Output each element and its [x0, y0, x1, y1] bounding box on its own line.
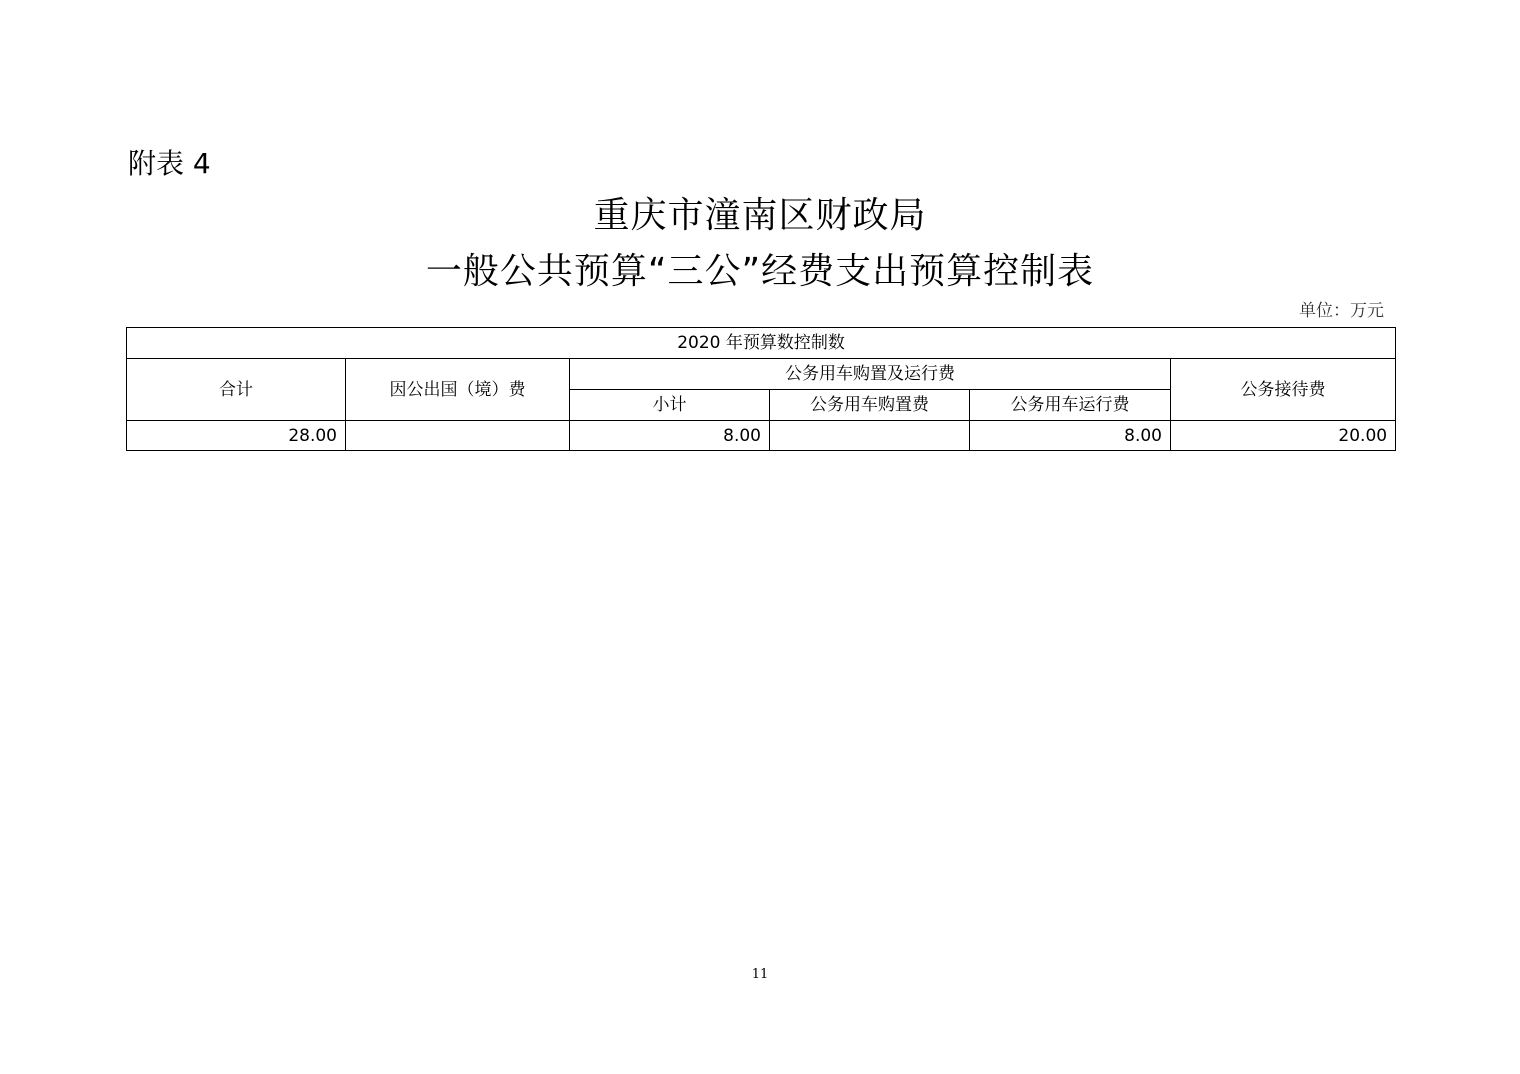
- header-total: 合计: [127, 359, 346, 421]
- header-vehicle-subtotal: 小计: [570, 390, 770, 421]
- budget-table: [126, 327, 1396, 451]
- cell-reception: 20.00: [1171, 421, 1396, 451]
- cell-total: 28.00: [127, 421, 346, 451]
- document-title-organization: 重庆市潼南区财政局: [593, 195, 927, 236]
- document-title-table: 一般公共预算“三公”经费支出预算控制表: [425, 251, 1095, 292]
- header-vehicle-group: 公务用车购置及运行费: [570, 359, 1171, 390]
- table-row: [127, 421, 1396, 451]
- cell-overseas: [346, 421, 570, 451]
- appendix-label: 附表 4: [128, 147, 211, 180]
- cell-vehicle-subtotal: 8.00: [570, 421, 770, 451]
- page-number: 11: [751, 967, 769, 982]
- cell-vehicle-purchase: [770, 421, 970, 451]
- unit-label: 单位：万元: [1299, 301, 1384, 321]
- header-overseas: 因公出国（境）费: [346, 359, 570, 421]
- header-vehicle-purchase: 公务用车购置费: [770, 390, 970, 421]
- table-header-row: [127, 359, 1396, 390]
- cell-vehicle-operation: 8.00: [970, 421, 1171, 451]
- header-reception: 公务接待费: [1171, 359, 1396, 421]
- table-year-header-row: [127, 328, 1396, 359]
- header-vehicle-operation: 公务用车运行费: [970, 390, 1171, 421]
- year-header-cell: 2020 年预算数控制数: [127, 328, 1396, 359]
